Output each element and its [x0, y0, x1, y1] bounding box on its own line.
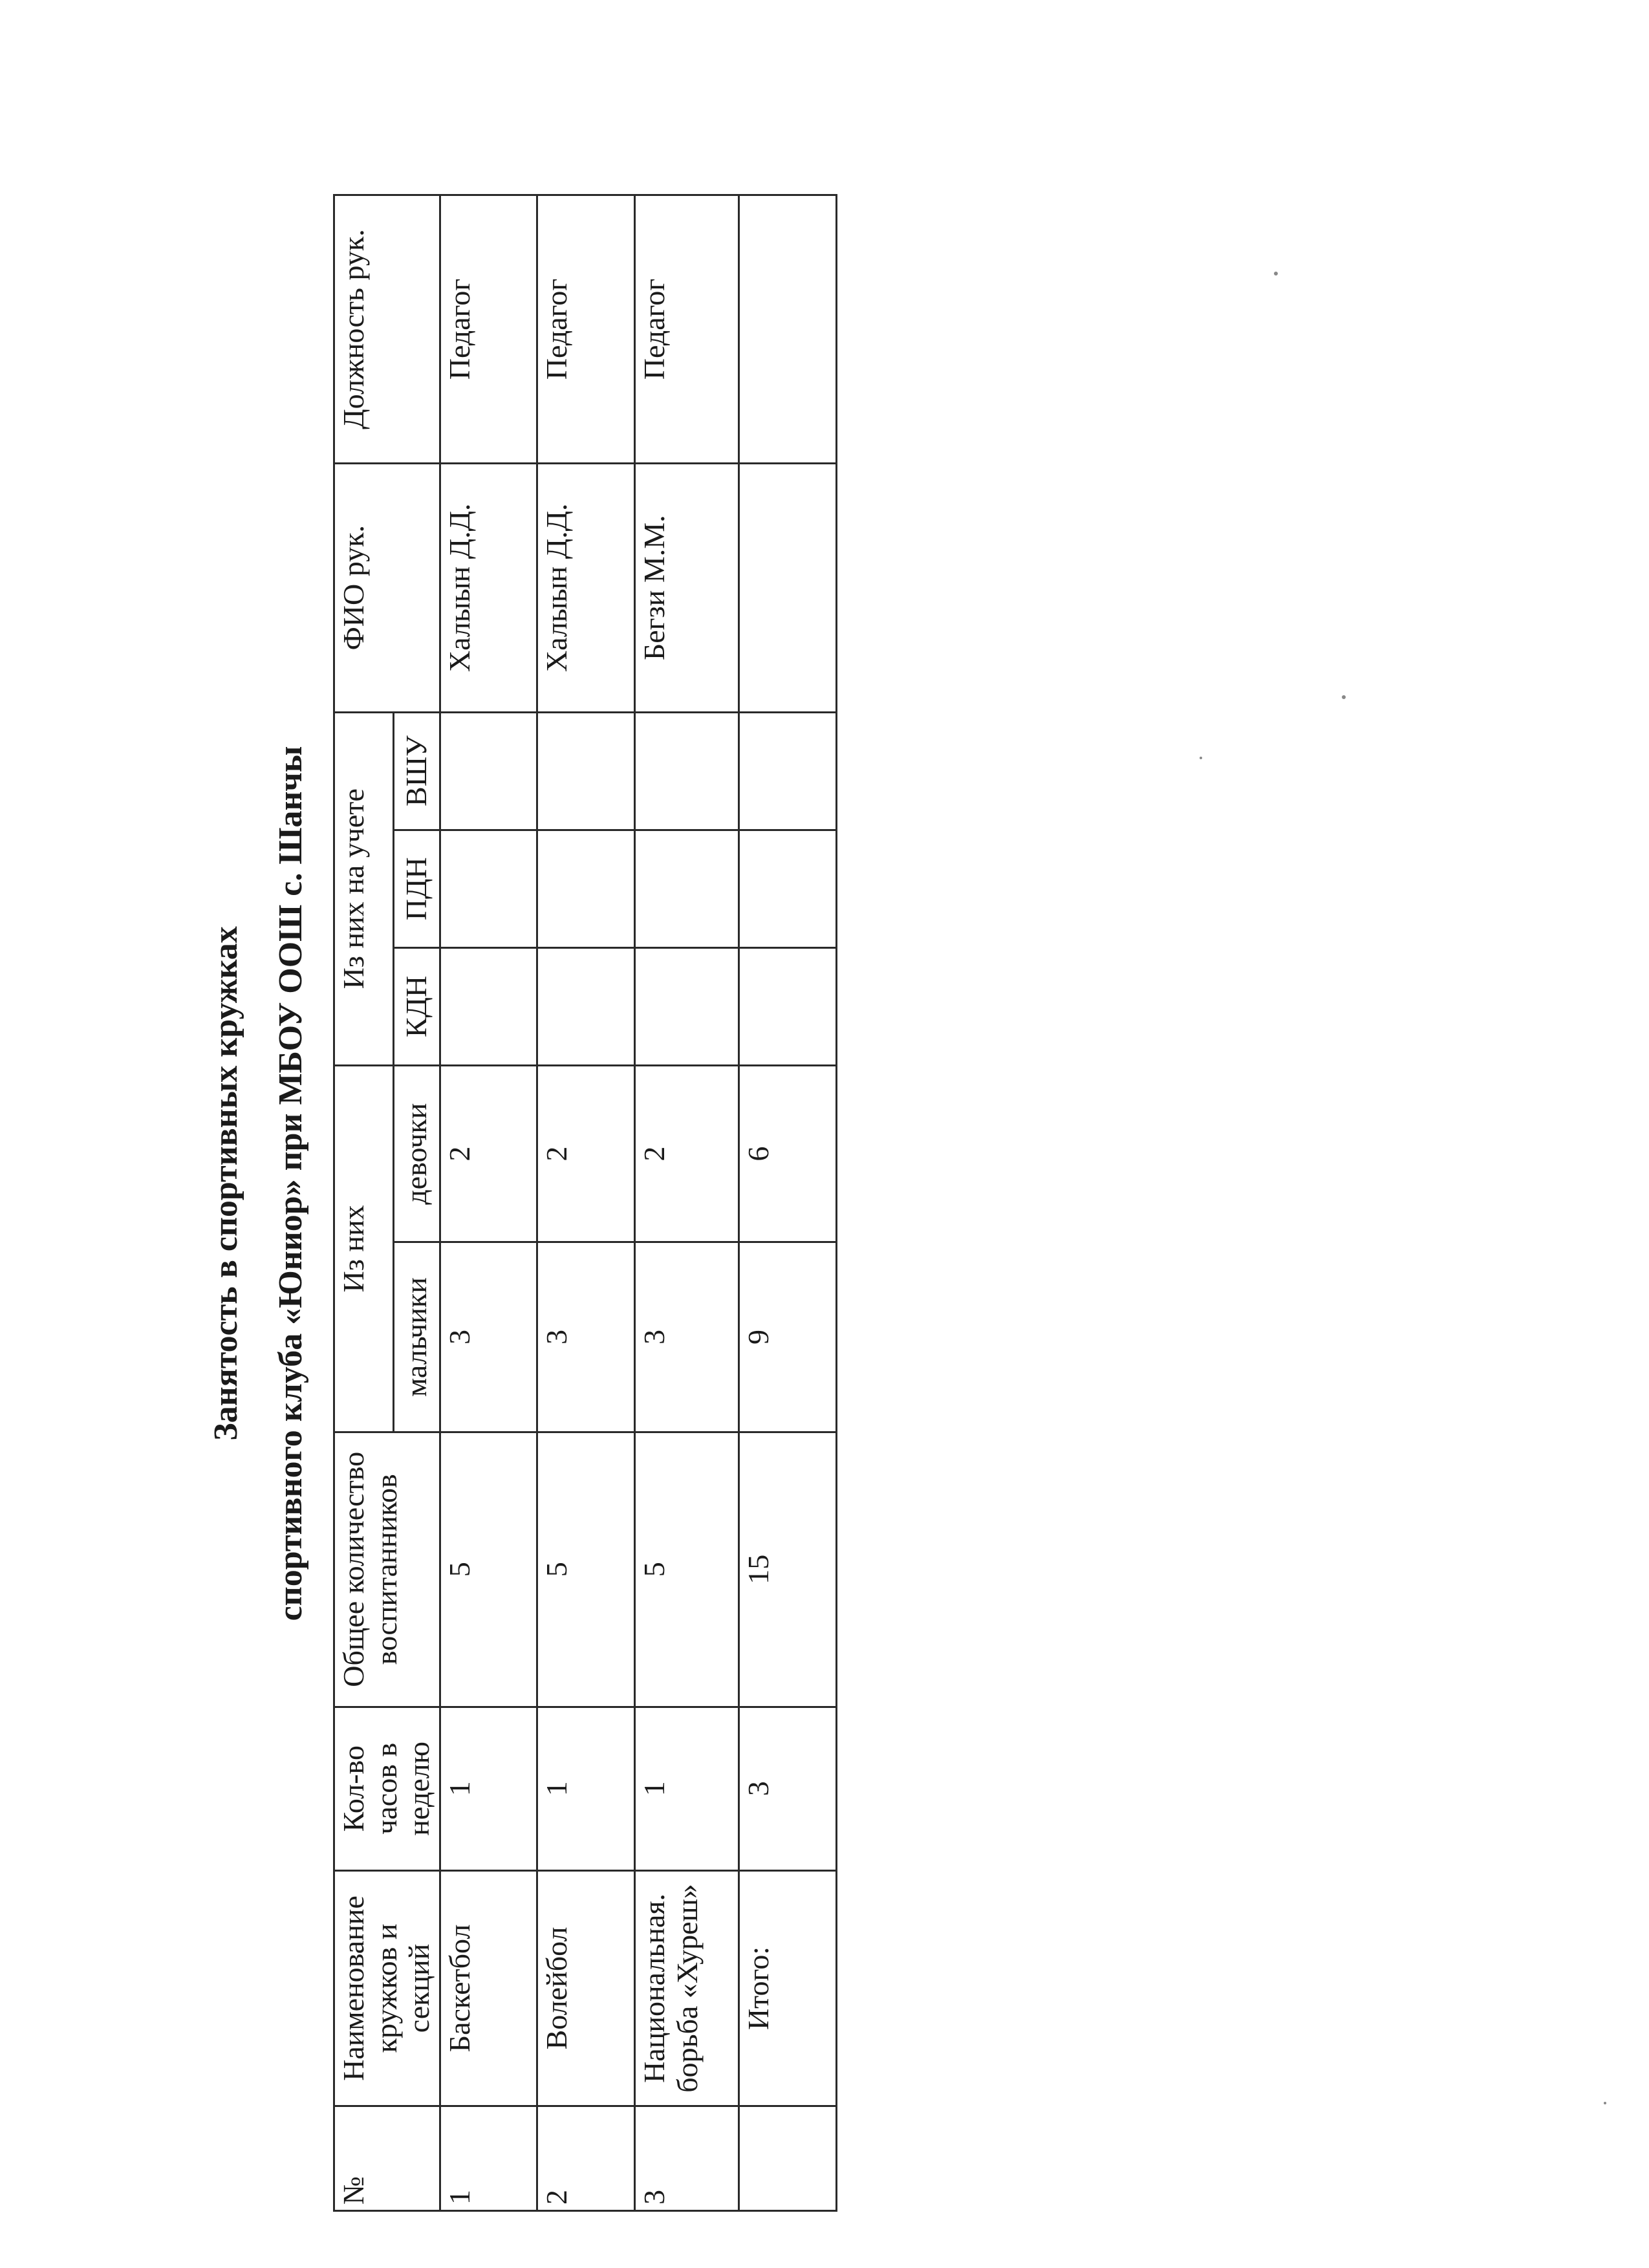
header-name: Наименование кружков и секций [334, 1870, 440, 2106]
document-title [194, 116, 330, 2251]
row-kdn [537, 947, 635, 1065]
row-kdn [635, 947, 739, 1065]
row-pdn [537, 830, 635, 947]
title-line-2: спортивного клуба «Юниор» при МБОУ ООШ с. Шанчы [272, 746, 309, 1621]
row-num: 3 [635, 2106, 739, 2211]
table-row [537, 195, 635, 2211]
total-girls: 6 [739, 1066, 837, 1242]
header-hours: Кол-во часов в неделю [334, 1707, 440, 1870]
scan-speck [1200, 757, 1202, 759]
total-boys: 9 [739, 1242, 837, 1432]
row-leader-position: Педагог [537, 195, 635, 464]
row-name: Баскетбол [440, 1870, 537, 2106]
row-total: 5 [635, 1432, 739, 1707]
row-vshu [635, 712, 739, 830]
row-boys: 3 [537, 1242, 635, 1432]
scan-speck [1604, 2102, 1606, 2104]
row-num: 2 [537, 2106, 635, 2211]
total-vshu [739, 712, 837, 830]
total-pdn [739, 830, 837, 947]
row-leader-name: Халыын Д.Д. [537, 464, 635, 713]
clubs-table [333, 194, 837, 2212]
row-name: Волейбол [537, 1870, 635, 2106]
row-vshu [440, 712, 537, 830]
row-vshu [537, 712, 635, 830]
total-count: 15 [739, 1432, 837, 1707]
header-row-1 [334, 195, 394, 2211]
row-leader-position: Педагог [635, 195, 739, 464]
header-num: № [334, 2106, 440, 2211]
header-leader-position: Должность рук. [334, 195, 440, 464]
row-girls: 2 [537, 1066, 635, 1242]
total-row [739, 195, 837, 2211]
total-num [739, 2106, 837, 2211]
row-total: 5 [440, 1432, 537, 1707]
header-kdn: КДН [394, 947, 440, 1065]
row-num: 1 [440, 2106, 537, 2211]
row-girls: 2 [440, 1066, 537, 1242]
row-pdn [635, 830, 739, 947]
row-leader-position: Педагог [440, 195, 537, 464]
header-boys: мальчики [394, 1242, 440, 1432]
row-girls: 2 [635, 1066, 739, 1242]
row-total: 5 [537, 1432, 635, 1707]
scan-speck [1274, 272, 1278, 275]
total-hours: 3 [739, 1707, 837, 1870]
total-leader-name [739, 464, 837, 713]
row-leader-name: Халыын Д.Д. [440, 464, 537, 713]
row-pdn [440, 830, 537, 947]
table-row [635, 195, 739, 2211]
header-total: Общее количество воспитанников [334, 1432, 440, 1707]
title-line-1: Занятость в спортивных кружках [208, 926, 244, 1441]
row-name: Национальная. борьба «Хуреш» [635, 1870, 739, 2106]
row-boys: 3 [635, 1242, 739, 1432]
rotated-page [194, 116, 841, 2251]
row-kdn [440, 947, 537, 1065]
total-kdn [739, 947, 837, 1065]
header-registered: Из них на учете [334, 712, 394, 1066]
row-hours: 1 [440, 1707, 537, 1870]
row-hours: 1 [537, 1707, 635, 1870]
header-girls: девочки [394, 1066, 440, 1242]
scan-speck [1342, 695, 1346, 699]
total-label: Итого: [739, 1870, 837, 2106]
row-hours: 1 [635, 1707, 739, 1870]
table-row [440, 195, 537, 2211]
total-leader-position [739, 195, 837, 464]
header-vshu: ВШУ [394, 712, 440, 830]
header-of-them: Из них [334, 1066, 394, 1432]
row-boys: 3 [440, 1242, 537, 1432]
header-leader-name: ФИО рук. [334, 464, 440, 713]
header-pdn: ПДН [394, 830, 440, 947]
row-leader-name: Бегзи М.М. [635, 464, 739, 713]
